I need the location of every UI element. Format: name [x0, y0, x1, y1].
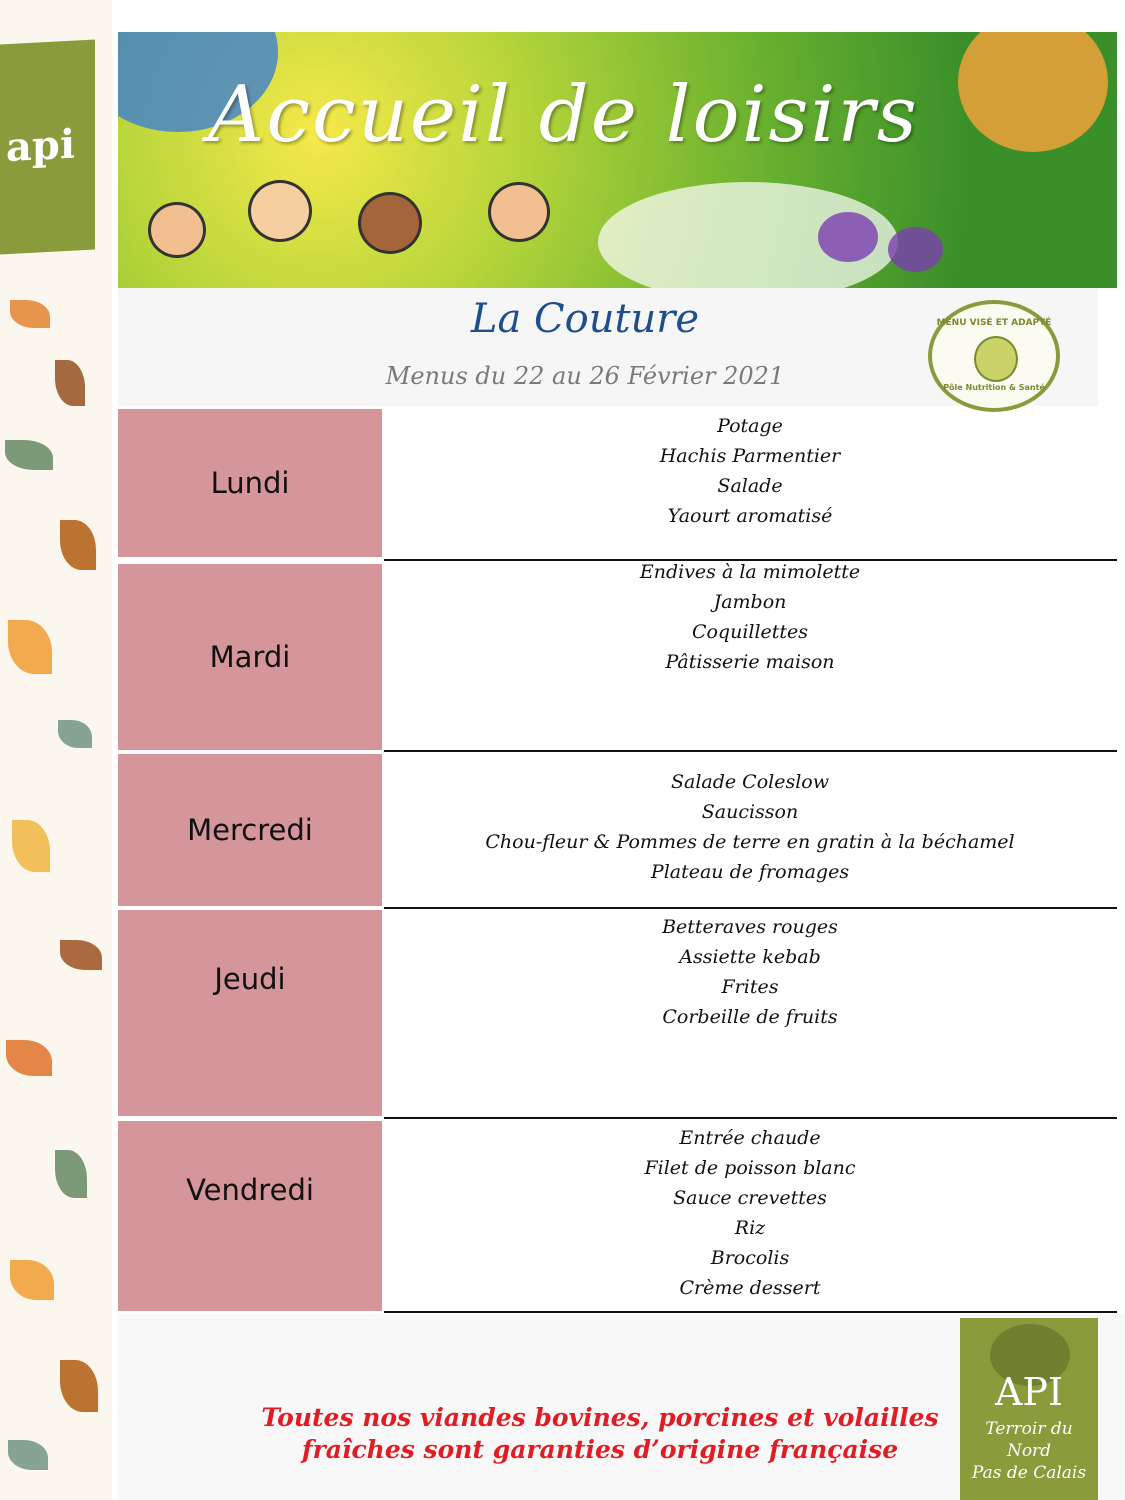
- child-illustration: [358, 192, 422, 254]
- day-label: Mardi: [209, 640, 291, 674]
- leaf-icon: [60, 1360, 98, 1412]
- menu-item: Frites: [721, 976, 779, 998]
- origin-note-line: fraîches sont garanties d’origine française: [301, 1435, 899, 1464]
- menu-item: Salade: [717, 475, 783, 497]
- paint-splash: [888, 227, 943, 272]
- day-label: Lundi: [210, 466, 290, 500]
- paint-splash: [818, 212, 878, 262]
- menu-item: Saucisson: [701, 801, 799, 823]
- apple-icon: [974, 336, 1018, 382]
- day-label: Mercredi: [187, 813, 313, 847]
- leaf-icon: [58, 720, 92, 748]
- menu-items-mercredi: [384, 767, 1116, 887]
- row-divider: [384, 1117, 1117, 1119]
- footer-logo-tagline: [960, 1418, 1098, 1484]
- menu-item: Jambon: [713, 591, 787, 613]
- menu-item: Salade Coleslow: [670, 771, 830, 793]
- menu-item: Yaourt aromatisé: [667, 505, 833, 527]
- menu-item: Plateau de fromages: [650, 861, 850, 883]
- menu-dates: Menus du 22 au 26 Février 2021: [385, 362, 785, 390]
- api-logo-text: api: [6, 120, 76, 172]
- menu-item: Betteraves rouges: [662, 916, 838, 938]
- api-terroir-logo: [960, 1318, 1098, 1500]
- leaf-icon: [5, 440, 53, 470]
- leaf-icon: [8, 620, 52, 674]
- footer-tagline-line: Pas de Calais: [971, 1463, 1087, 1483]
- menu-item: Riz: [734, 1217, 766, 1239]
- day-label: Vendredi: [186, 1173, 314, 1207]
- day-cell-lundi: [118, 409, 382, 557]
- decorative-leaf-strip: [0, 0, 112, 1500]
- seal-bottom-text: Pôle Nutrition & Santé: [943, 383, 1045, 392]
- child-illustration: [488, 182, 550, 242]
- header-banner: [118, 32, 1117, 288]
- site-title: La Couture: [470, 296, 700, 342]
- footer-tagline-line: Terroir du: [985, 1419, 1073, 1439]
- menu-item: Hachis Parmentier: [659, 445, 841, 467]
- footer-logo-brand: API: [994, 1370, 1064, 1414]
- origin-guarantee-note: [250, 1402, 950, 1466]
- child-illustration: [248, 180, 312, 242]
- menu-items-vendredi: [384, 1123, 1116, 1303]
- child-illustration: [148, 202, 206, 258]
- api-logo: [0, 40, 95, 255]
- leaf-icon: [6, 1040, 52, 1076]
- paint-splash: [958, 32, 1108, 152]
- day-cell-mercredi: [118, 754, 382, 906]
- leaf-icon: [8, 1440, 48, 1470]
- menu-item: Corbeille de fruits: [662, 1006, 838, 1028]
- banner-title: Accueil de loisirs: [208, 70, 919, 160]
- menu-item: Pâtisserie maison: [665, 651, 835, 673]
- menu-item: Sauce crevettes: [673, 1187, 827, 1209]
- menu-item: Assiette kebab: [679, 946, 821, 968]
- menu-item: Coquillettes: [691, 621, 809, 643]
- menu-items-mardi: [384, 557, 1116, 677]
- day-label: Jeudi: [214, 962, 286, 996]
- menu-item: Chou-fleur & Pommes de terre en gratin à la béchamel: [485, 831, 1015, 853]
- row-divider: [384, 907, 1117, 909]
- menu-item: Brocolis: [710, 1247, 790, 1269]
- row-divider: [384, 1311, 1117, 1313]
- row-divider: [384, 750, 1117, 752]
- menu-item: Potage: [717, 415, 783, 437]
- menu-items-jeudi: [384, 912, 1116, 1032]
- footer-tagline-line: Nord: [1006, 1441, 1052, 1461]
- origin-note-line: Toutes nos viandes bovines, porcines et volailles: [261, 1403, 939, 1432]
- leaf-icon: [60, 940, 102, 970]
- menu-item: Crème dessert: [679, 1277, 821, 1299]
- menu-item: Entrée chaude: [679, 1127, 821, 1149]
- day-cell-mardi: [118, 564, 382, 750]
- menu-item: Endives à la mimolette: [639, 561, 861, 583]
- leaf-icon: [55, 1150, 87, 1198]
- day-cell-vendredi: [118, 1121, 382, 1311]
- menu-items-lundi: [384, 411, 1116, 531]
- leaf-icon: [10, 1260, 54, 1300]
- seal-top-text: MENU VISÉ ET ADAPTÉ: [936, 318, 1052, 328]
- leaf-icon: [60, 520, 96, 570]
- menu-approved-seal: [928, 300, 1060, 412]
- menu-item: Filet de poisson blanc: [644, 1157, 856, 1179]
- leaf-icon: [12, 820, 50, 872]
- day-cell-jeudi: [118, 910, 382, 1116]
